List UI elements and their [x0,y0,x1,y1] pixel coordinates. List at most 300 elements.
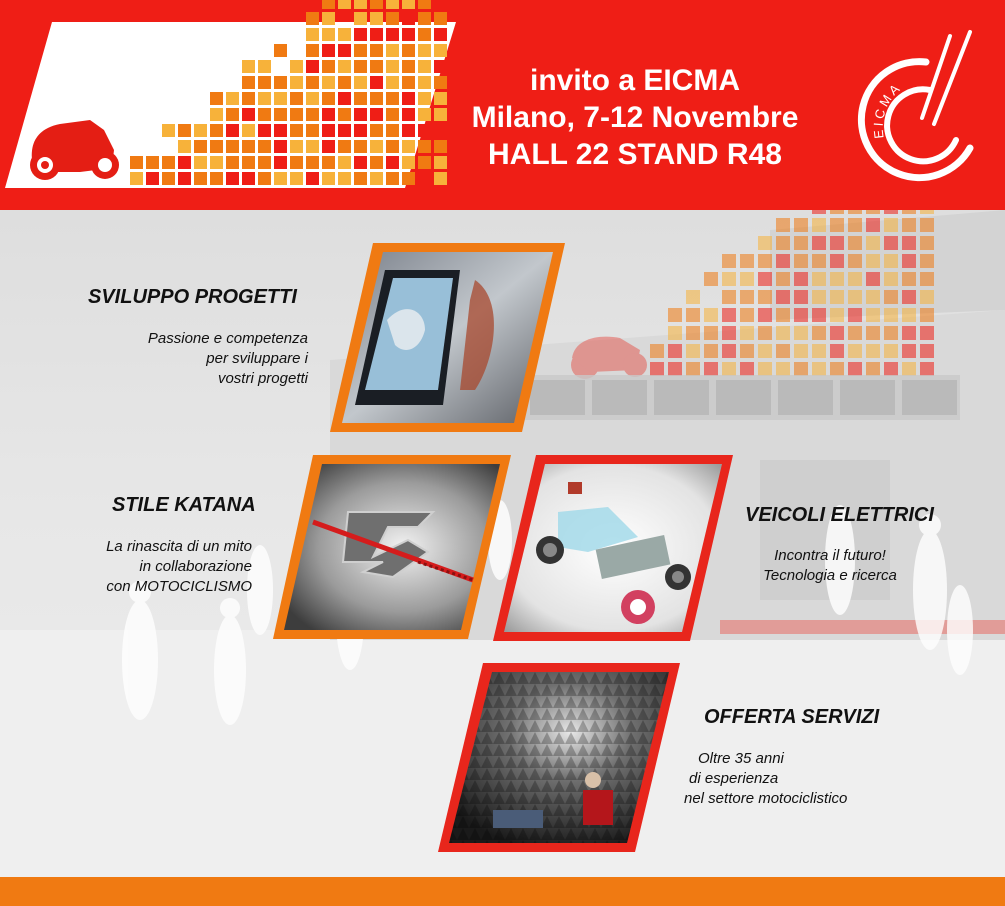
mosaic-square [370,108,383,121]
mosaic-square [848,326,862,340]
mosaic-square [354,76,367,89]
mosaic-square [722,362,736,376]
mosaic-square [274,156,287,169]
mosaic-square [210,156,223,169]
footer-bar [0,877,1005,906]
mosaic-square [686,362,700,376]
mosaic-square [402,172,415,185]
mosaic-square [210,108,223,121]
mosaic-square [402,124,415,137]
mosaic-square [740,254,754,268]
mosaic-square [402,44,415,57]
tile-veicoli-elettrici [488,452,738,644]
mosaic-square [740,272,754,286]
section-desc-sviluppo [108,329,308,389]
mosaic-square [668,308,682,322]
mosaic-square [704,308,718,322]
mosaic-square [758,236,772,250]
mosaic-square [242,124,255,137]
mosaic-square [402,76,415,89]
mosaic-square [402,92,415,105]
mosaic-square [722,254,736,268]
mosaic-square [130,156,143,169]
mosaic-square [306,172,319,185]
mosaic-square [776,344,790,358]
mosaic-square [830,344,844,358]
desc-line: nel settore motociclistico [684,790,848,807]
mosaic-square [322,28,335,41]
desc-line: La rinascita di un mito [106,538,252,555]
mosaic-square [226,108,239,121]
mosaic-square [386,28,399,41]
mosaic-square [418,28,431,41]
mosaic-square [776,254,790,268]
mosaic-square [418,76,431,89]
mosaic-square [776,362,790,376]
mosaic-square [402,0,415,9]
mosaic-square [848,272,862,286]
mosaic-square [322,12,335,25]
mosaic-square [354,12,367,25]
desc-line: Passione e competenza [147,330,308,347]
mosaic-square [274,92,287,105]
mosaic-square [338,44,351,57]
mosaic-square [370,156,383,169]
mosaic-square [830,326,844,340]
mosaic-square [866,326,880,340]
mosaic-square [920,290,934,304]
mosaic-square [902,344,916,358]
mosaic-square [146,172,159,185]
mosaic-square [290,92,303,105]
mosaic-square [848,218,862,232]
mosaic-square [902,308,916,322]
mosaic-square [354,172,367,185]
mosaic-square [902,290,916,304]
mosaic-square [920,210,934,214]
mosaic-square [226,172,239,185]
mosaic-square [258,124,271,137]
invite-line-2: Milano, 7-12 Novembre [471,101,799,134]
eicma-logo-text: EICMA [870,79,905,140]
section-title-servizi: OFFERTA SERVIZI [704,706,880,728]
mosaic-square [776,272,790,286]
mosaic-square [812,308,826,322]
mosaic-square [920,236,934,250]
mosaic-square [338,124,351,137]
mosaic-square [704,362,718,376]
mosaic-square [386,76,399,89]
mosaic-square [162,156,175,169]
mosaic-square [758,254,772,268]
mosaic-square [258,92,271,105]
mosaic-square [902,326,916,340]
mosaic-square [354,28,367,41]
mosaic-square [686,308,700,322]
mosaic-square [338,108,351,121]
mosaic-square [322,108,335,121]
mosaic-square [306,92,319,105]
mosaic-square [322,172,335,185]
mosaic-square [686,344,700,358]
mosaic-square [884,210,898,214]
mosaic-square [178,124,191,137]
mosaic-square [830,308,844,322]
mosaic-square [354,44,367,57]
mosaic-square [830,272,844,286]
desc-line: Tecnologia e ricerca [763,567,897,584]
mosaic-square [178,172,191,185]
mosaic-square [830,254,844,268]
mosaic-square [794,272,808,286]
mosaic-square [812,344,826,358]
mosaic-square [866,218,880,232]
mosaic-square [668,344,682,358]
mosaic-square [306,60,319,73]
desc-line: vostri progetti [217,370,308,387]
mosaic-square [306,28,319,41]
mosaic-square [338,28,351,41]
mosaic-square [776,308,790,322]
mosaic-square [338,140,351,153]
mosaic-square [194,156,207,169]
mosaic-square [354,124,367,137]
mosaic-square [920,272,934,286]
mosaic-square [354,92,367,105]
mosaic-square [884,272,898,286]
mosaic-square [830,236,844,250]
mosaic-square [902,210,916,214]
mosaic-square [354,60,367,73]
mosaic-square [722,344,736,358]
mosaic-square [322,124,335,137]
mosaic-square [866,210,880,214]
mosaic-square [812,326,826,340]
invite-line-3: HALL 22 STAND R48 [488,138,782,171]
mosaic-square [226,156,239,169]
mosaic-square [848,210,862,214]
section-desc-katana [50,537,252,597]
mosaic-square [242,60,255,73]
mosaic-square [370,140,383,153]
section-desc-veicoli [740,546,920,586]
mosaic-square [884,218,898,232]
mosaic-square [794,362,808,376]
section-title-katana: STILE KATANA [112,494,256,516]
mosaic-square [130,172,143,185]
invitation-text [440,62,830,173]
mosaic-square [866,272,880,286]
mosaic-square [322,156,335,169]
mosaic-square [830,290,844,304]
invite-line-1: invito a EICMA [529,64,740,97]
mosaic-square [354,140,367,153]
mosaic-square [848,362,862,376]
mosaic-square [386,156,399,169]
mosaic-square [146,156,159,169]
mosaic-square [902,236,916,250]
mosaic-square [322,92,335,105]
mosaic-square [258,156,271,169]
mosaic-square [370,0,383,9]
mosaic-square [370,28,383,41]
mosaic-square [290,172,303,185]
mosaic-square [338,76,351,89]
mosaic-square [418,156,431,169]
mosaic-square [418,92,431,105]
mosaic-square [242,140,255,153]
mosaic-square [418,60,431,73]
desc-line: di esperienza [689,770,779,787]
mosaic-square [686,326,700,340]
mosaic-square [290,60,303,73]
mosaic-square [322,60,335,73]
desc-line: Incontra il futuro! [774,547,886,564]
mosaic-square [418,44,431,57]
mosaic-square [920,254,934,268]
mosaic-square [866,362,880,376]
mosaic-square [418,172,431,185]
mosaic-square [258,108,271,121]
mosaic-square [830,362,844,376]
mosaic-square [884,290,898,304]
mosaic-square [418,108,431,121]
mosaic-square [370,124,383,137]
mosaic-square [920,362,934,376]
section-desc-servizi [684,749,914,809]
mosaic-square [812,236,826,250]
mosaic-square [740,362,754,376]
tile-offerta-servizi [433,660,685,855]
mosaic-square [434,172,447,185]
mosaic-square [434,12,447,25]
mosaic-square [848,236,862,250]
mosaic-square [178,140,191,153]
mosaic-square [722,272,736,286]
mosaic-square [386,44,399,57]
mosaic-square [884,344,898,358]
mosaic-square [686,290,700,304]
mosaic-square [884,362,898,376]
mosaic-square [758,362,772,376]
mosaic-square [386,92,399,105]
mosaic-square [794,344,808,358]
mosaic-square [386,124,399,137]
mosaic-square [354,156,367,169]
mosaic-square [776,290,790,304]
mosaic-square [848,290,862,304]
mosaic-square [354,108,367,121]
mosaic-square [354,0,367,9]
mosaic-square [274,108,287,121]
mosaic-square [402,12,415,25]
mosaic-square [812,254,826,268]
tile-stile-katana [268,452,516,642]
header-banner [0,0,1005,210]
mosaic-square [866,236,880,250]
mosaic-square [402,156,415,169]
mosaic-square [306,140,319,153]
mosaic-square [848,308,862,322]
mosaic-square [740,344,754,358]
mosaic-square [920,344,934,358]
mosaic-square [258,76,271,89]
mosaic-square [290,156,303,169]
mosaic-square [812,290,826,304]
mosaic-square [226,92,239,105]
mosaic-square [812,210,826,214]
mosaic-square [178,156,191,169]
mosaic-square [306,124,319,137]
mosaic-square [386,60,399,73]
mosaic-square [386,0,399,9]
mosaic-square [274,76,287,89]
mosaic-square [338,60,351,73]
mosaic-square [338,172,351,185]
mosaic-square [758,308,772,322]
mosaic-square [758,290,772,304]
desc-line: in collaborazione [139,558,252,575]
mosaic-square [722,308,736,322]
mosaic-square [740,326,754,340]
mosaic-square [290,124,303,137]
mosaic-square [194,172,207,185]
mosaic-square [402,140,415,153]
mosaic-square [338,92,351,105]
mosaic-square [162,124,175,137]
mosaic-square [902,272,916,286]
eicma-logo [852,28,982,188]
mosaic-square [402,28,415,41]
mosaic-square [210,124,223,137]
mosaic-square [322,76,335,89]
mosaic-square [902,254,916,268]
mosaic-square [884,308,898,322]
mosaic-square [418,140,431,153]
mosaic-square [370,44,383,57]
mosaic-square [722,290,736,304]
desc-line: per sviluppare i [206,350,308,367]
mosaic-square [274,140,287,153]
mosaic-square [402,60,415,73]
mosaic-square [322,44,335,57]
mosaic-square [650,362,664,376]
mosaic-square [210,92,223,105]
mosaic-square [812,362,826,376]
mosaic-square [920,326,934,340]
desc-line: con MOTOCICLISMO [106,578,252,595]
mosaic-square [242,108,255,121]
mosaic-square [794,326,808,340]
mosaic-square [258,140,271,153]
mosaic-square [242,92,255,105]
mosaic-square [338,0,351,9]
mosaic-square [830,218,844,232]
mosaic-square [794,218,808,232]
mosaic-square [866,254,880,268]
mosaic-square [370,12,383,25]
mosaic-square [162,172,175,185]
mosaic-square [794,290,808,304]
mosaic-square [370,92,383,105]
mosaic-square [370,172,383,185]
mosaic-square [812,272,826,286]
mosaic-square [866,344,880,358]
mosaic-square [338,156,351,169]
mosaic-square [322,0,335,9]
mosaic-square [704,326,718,340]
mosaic-square [776,326,790,340]
mosaic-square [740,308,754,322]
mosaic-square [210,172,223,185]
section-title-sviluppo: SVILUPPO PROGETTI [88,286,297,308]
mosaic-square [290,140,303,153]
mosaic-square [274,124,287,137]
mosaic-square [722,326,736,340]
mosaic-square [794,308,808,322]
mosaic-square [274,44,287,57]
mosaic-square [370,76,383,89]
mosaic-square [758,272,772,286]
mosaic-square [776,218,790,232]
mosaic-square [386,108,399,121]
mosaic-square [812,218,826,232]
desc-line: Oltre 35 anni [698,750,784,767]
mosaic-square [830,210,844,214]
mosaic-square [290,108,303,121]
mosaic-square [884,236,898,250]
mosaic-square [434,28,447,41]
mosaic-square [418,12,431,25]
mosaic-square [386,12,399,25]
mosaic-square [274,172,287,185]
mosaic-square [242,76,255,89]
mosaic-square [848,344,862,358]
mosaic-square [306,156,319,169]
mosaic-square [704,272,718,286]
mosaic-square [194,140,207,153]
mosaic-square [306,108,319,121]
mosaic-square [866,308,880,322]
mosaic-square [704,344,718,358]
mosaic-square [884,326,898,340]
mosaic-square [306,12,319,25]
mosaic-square [434,44,447,57]
mosaic-square [194,124,207,137]
mosaic-square [210,140,223,153]
tile-sviluppo-progetti [325,240,570,435]
mosaic-square [418,124,431,137]
mosaic-square [920,308,934,322]
mosaic-square [740,290,754,304]
mosaic-square [402,108,415,121]
mosaic-square [902,218,916,232]
mosaic-square [668,326,682,340]
mosaic-square [848,254,862,268]
mosaic-square [758,344,772,358]
mosaic-square [322,140,335,153]
mosaic-square [242,172,255,185]
mosaic-square [258,172,271,185]
mosaic-square [794,254,808,268]
mosaic-square [418,0,431,9]
mosaic-square [866,290,880,304]
mosaic-square [668,362,682,376]
motorbike-mosaic-logo [0,0,470,210]
mosaic-square [226,124,239,137]
mosaic-square [650,344,664,358]
mosaic-square [290,76,303,89]
